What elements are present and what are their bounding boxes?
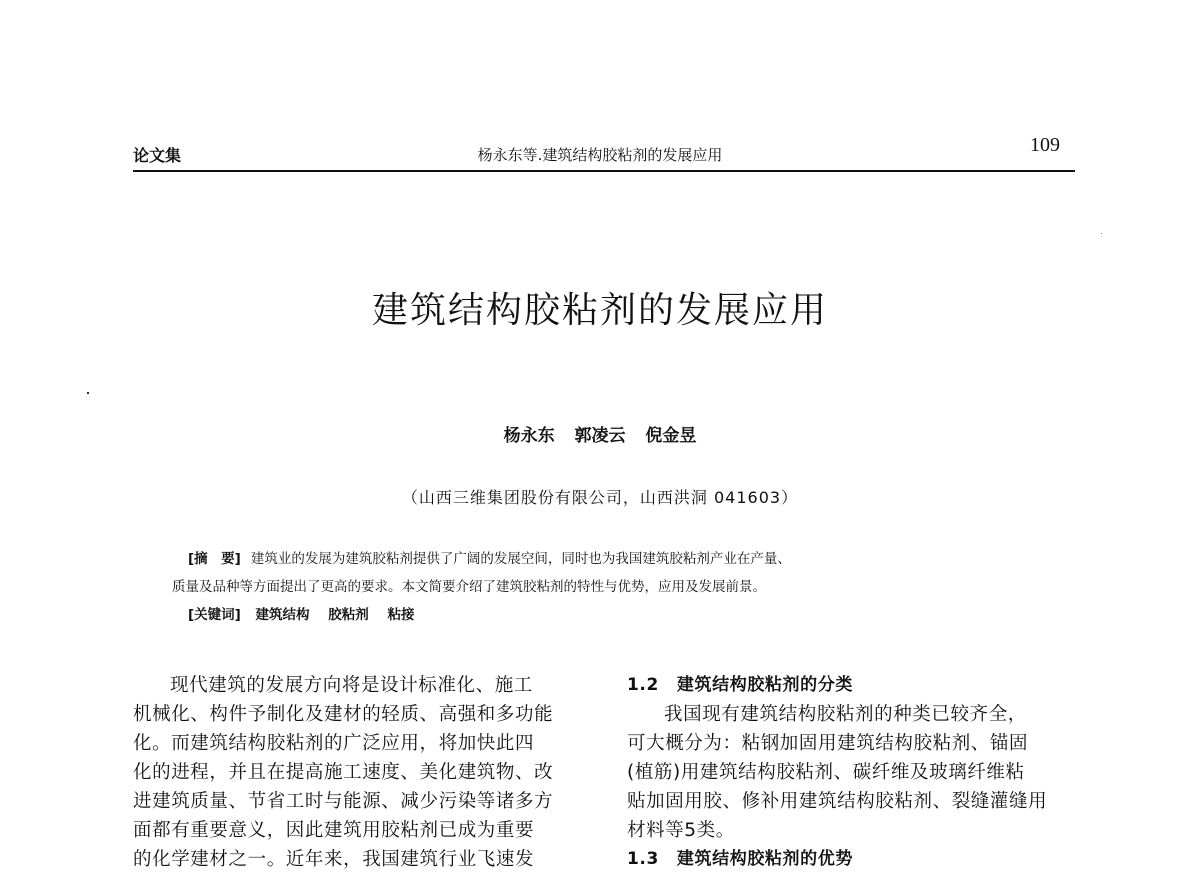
header-rule [133,170,1075,172]
keyword: 胶粘剂 [328,607,369,623]
section-number: 1.2 [627,675,659,695]
scan-speck [87,392,89,394]
body-right-column [627,671,1082,874]
section-heading-1-3 [627,845,1082,874]
body-line: 化的进程，并且在提高施工速度、美化建筑物、改 [133,762,554,783]
abstract-text: 建筑业的发展为建筑胶粘剂提供了广阔的发展空间，同时也为我国建筑胶粘剂产业在产量、 [250,551,791,567]
body-line: 进建筑质量、节省工时与能源、减少污染等诸多方 [133,791,554,812]
keyword: 建筑结构 [255,607,310,623]
keywords-label: [关键词] [188,607,241,623]
keyword: 粘接 [387,607,415,623]
author-name: 杨永东 [503,426,555,446]
authors [0,421,1200,446]
body-line: (植筋)用建筑结构胶粘剂、碳纤维及玻璃纤维粘 [627,762,1025,783]
body-line: 材料等5类。 [627,820,735,841]
author-name: 倪金昱 [645,426,697,446]
section-number: 1.3 [627,849,659,869]
keywords [188,603,428,623]
running-head-article: 杨永东等.建筑结构胶粘剂的发展应用 [477,146,723,164]
body-line: 的化学建材之一。近年来，我国建筑行业飞速发 [133,849,535,870]
author-name: 郭凌云 [574,426,626,446]
body-line: 贴加固用胶、修补用建筑结构胶粘剂、裂缝灌缝用 [627,791,1048,812]
section-title: 建筑结构胶粘剂的优势 [676,849,853,869]
abstract-label: [摘 要] [188,551,241,567]
body-line: 机械化、构件予制化及建材的轻质、高强和多功能 [133,704,554,725]
body-line: 我国现有建筑结构胶粘剂的种类已较齐全， [664,704,1027,725]
abstract-line [188,547,791,567]
affiliation: （山西三维集团股份有限公司，山西洪洞 041603） [401,488,799,507]
article-title: 建筑结构胶粘剂的发展应用 [371,290,828,331]
body-line: 可大概分为：粘钢加固用建筑结构胶粘剂、锚固 [627,733,1029,754]
body-left-column [133,671,593,874]
body-line: 面都有重要意义，因此建筑用胶粘剂已成为重要 [133,820,535,841]
page-number: 109 [1030,134,1060,156]
scan-speck [1101,233,1102,234]
running-head-journal: 论文集 [133,146,182,165]
section-title: 建筑结构胶粘剂的分类 [676,675,853,695]
body-line: 现代建筑的发展方向将是设计标准化、施工 [170,675,533,696]
body-line: 化。而建筑结构胶粘剂的广泛应用，将加快此四 [133,733,535,754]
section-heading-1-2 [627,671,1082,700]
abstract-line: 质量及品种等方面提出了更高的要求。本文简要介绍了建筑胶粘剂的特性与优势，应用及发展前景。 [172,579,766,595]
